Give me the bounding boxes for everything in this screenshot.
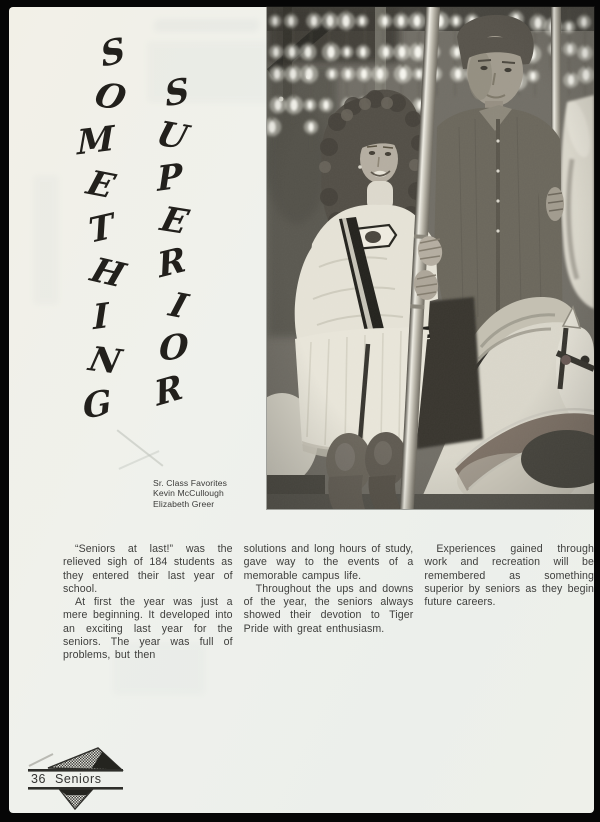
paragraph: “Seniors at last!” was the relieved sigh of 184 students as they entered their last year of school. [63,543,233,595]
article-column-2 [244,543,414,663]
title-letter: O [159,326,189,370]
title-letter: E [81,163,120,207]
page-footer [24,741,134,816]
carousel-photo [267,7,594,509]
title-letter: S [162,70,191,116]
paragraph: At first the year was just a mere beginning. It developed into an exciting last year for the seniors. The year was full of problems, but then [63,596,233,662]
title-letter: I [92,295,110,339]
article [63,543,594,663]
photo-caption [153,478,265,509]
carousel-photo-art [267,7,594,509]
title-letter: G [81,382,114,428]
caption-line: Sr. Class Favorites [153,478,228,488]
vertical-title-something [75,30,133,429]
title-letter: U [152,113,193,158]
title-letter: I [164,284,193,327]
title-letter: S [98,30,128,76]
title-letter: N [85,339,126,383]
title-letter: E [156,199,193,242]
title-letter: T [86,206,117,252]
paragraph: solutions and long hours of study, gave way to the events of a memorable campus life. [243,543,414,582]
yearbook-page [9,7,594,813]
article-column-1 [63,543,233,663]
title-letter: M [76,118,115,164]
vertical-title-superior [143,70,201,415]
section-label: Seniors [55,772,102,786]
article-column-3 [424,543,594,663]
title-letter: H [85,250,130,296]
title-letter: R [151,366,186,415]
print-bleed-ghost [33,175,59,305]
title-letter: P [156,156,184,200]
page-number: 36 [31,772,46,786]
caption-line: Kevin McCullough [153,488,224,499]
paper-crease [117,429,164,466]
title-letter: O [90,75,131,119]
caption-line: Elizabeth Greer [153,498,215,509]
paragraph: Experiences gained through work and recreation will be remembered as something superior by seniors as they begin future careers. [424,543,595,609]
title-letter: R [155,239,189,287]
print-bleed-ghost [153,19,259,32]
paragraph: Throughout the ups and downs of the year, the seniors always showed their devotion to Tiger Pride with great enthusiasm. [243,582,414,635]
